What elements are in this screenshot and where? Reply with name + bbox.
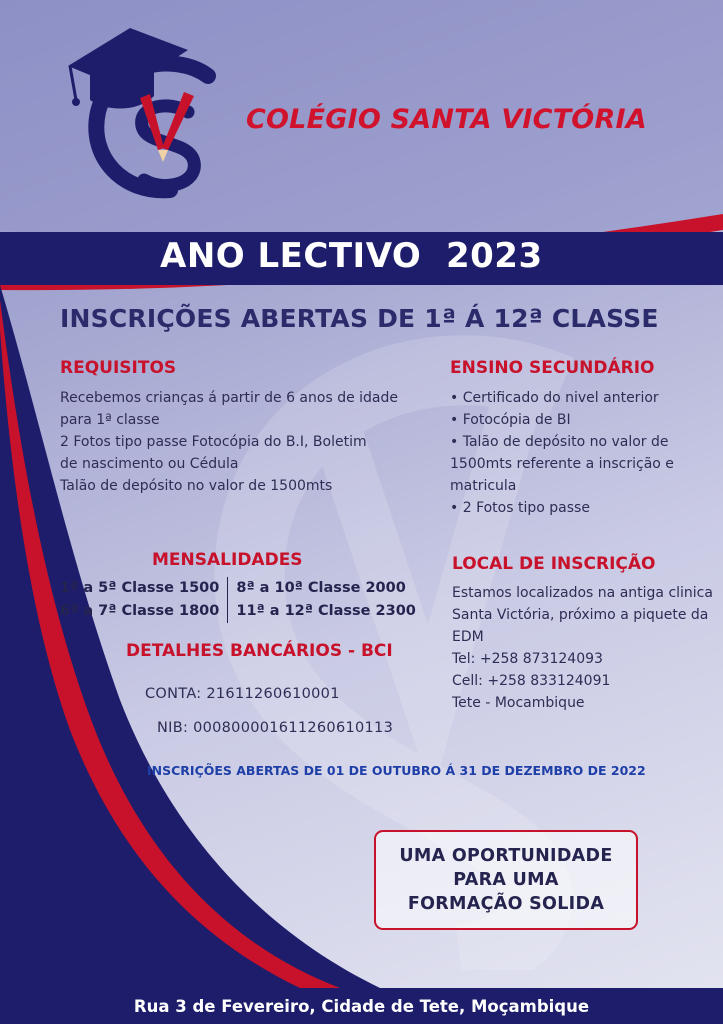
requirements-line: de nascimento ou Cédula: [60, 456, 239, 472]
bank-account-number: CONTA: 21611260610001: [145, 686, 340, 702]
requirements-line: para 1ª classe: [60, 412, 160, 428]
bank-nib-number: NIB: 000800001611260610113: [157, 720, 394, 736]
opportunity-callout: [374, 830, 638, 930]
bank-details-title: DETALHES BANCÁRIOS - BCI: [126, 641, 393, 661]
fees-column-left: [60, 577, 228, 623]
secondary-line: • Certificado do nivel anterior: [450, 390, 659, 406]
fee-item: 6ª a 7ª Classe 1800: [60, 603, 220, 619]
fees-column-right: [228, 577, 424, 623]
secondary-line: • Talão de depósito no valor de: [450, 434, 669, 450]
city-line: Tete - Mocambique: [452, 695, 585, 711]
secondary-education-list: [450, 387, 674, 519]
location-line: Estamos localizados na antiga clinica: [452, 585, 713, 601]
location-line: Santa Victória, próximo a piquete da: [452, 607, 709, 623]
enrollment-dates: INSCRIÇÕES ABERTAS DE 01 DE OUTUBRO Á 31 DE DEZEMBRO DE 2022: [147, 763, 646, 778]
requirements-line: 2 Fotos tipo passe Fotocópia do B.I, Boletim: [60, 434, 367, 450]
secondary-line: • 2 Fotos tipo passe: [450, 500, 590, 516]
secondary-line: • Fotocópia de BI: [450, 412, 571, 428]
requirements-title: REQUISITOS: [60, 358, 177, 378]
footer-address: Rua 3 de Fevereiro, Cidade de Tete, Moçambique: [133, 996, 590, 1016]
location-line: EDM: [452, 629, 484, 645]
monthly-fees-title: MENSALIDADES: [152, 550, 303, 570]
enrollment-location-title: LOCAL DE INSCRIÇÃO: [452, 554, 656, 574]
monthly-fees-table: [60, 577, 424, 623]
fee-item: 11ª a 12ª Classe 2300: [236, 603, 416, 619]
callout-line: FORMAÇÃO SOLIDA: [407, 894, 605, 914]
enrollment-location-details: [452, 582, 713, 714]
callout-line: PARA UMA: [453, 870, 559, 890]
school-year-banner: ANO LECTIVO 2023: [160, 236, 543, 276]
requirements-list: [60, 387, 398, 497]
fee-item: 1ª a 5ª Classe 1500: [60, 580, 220, 596]
secondary-line: 1500mts referente a inscrição e: [450, 456, 674, 472]
cell-line: Cell: +258 833124091: [452, 673, 611, 689]
requirements-line: Talão de depósito no valor de 1500mts: [60, 478, 333, 494]
secondary-education-title: ENSINO SECUNDÁRIO: [450, 358, 655, 378]
footer-bar: [0, 988, 723, 1024]
phone-line: Tel: +258 873124093: [452, 651, 603, 667]
school-name: COLÉGIO SANTA VICTÓRIA: [246, 104, 647, 135]
enrollment-headline: INSCRIÇÕES ABERTAS DE 1ª Á 12ª CLASSE: [60, 304, 659, 333]
school-logo-icon: [58, 8, 228, 204]
requirements-line: Recebemos crianças á partir de 6 anos de idade: [60, 390, 398, 406]
fee-item: 8ª a 10ª Classe 2000: [236, 580, 406, 596]
secondary-line: matricula: [450, 478, 517, 494]
callout-line: UMA OPORTUNIDADE: [399, 846, 613, 866]
